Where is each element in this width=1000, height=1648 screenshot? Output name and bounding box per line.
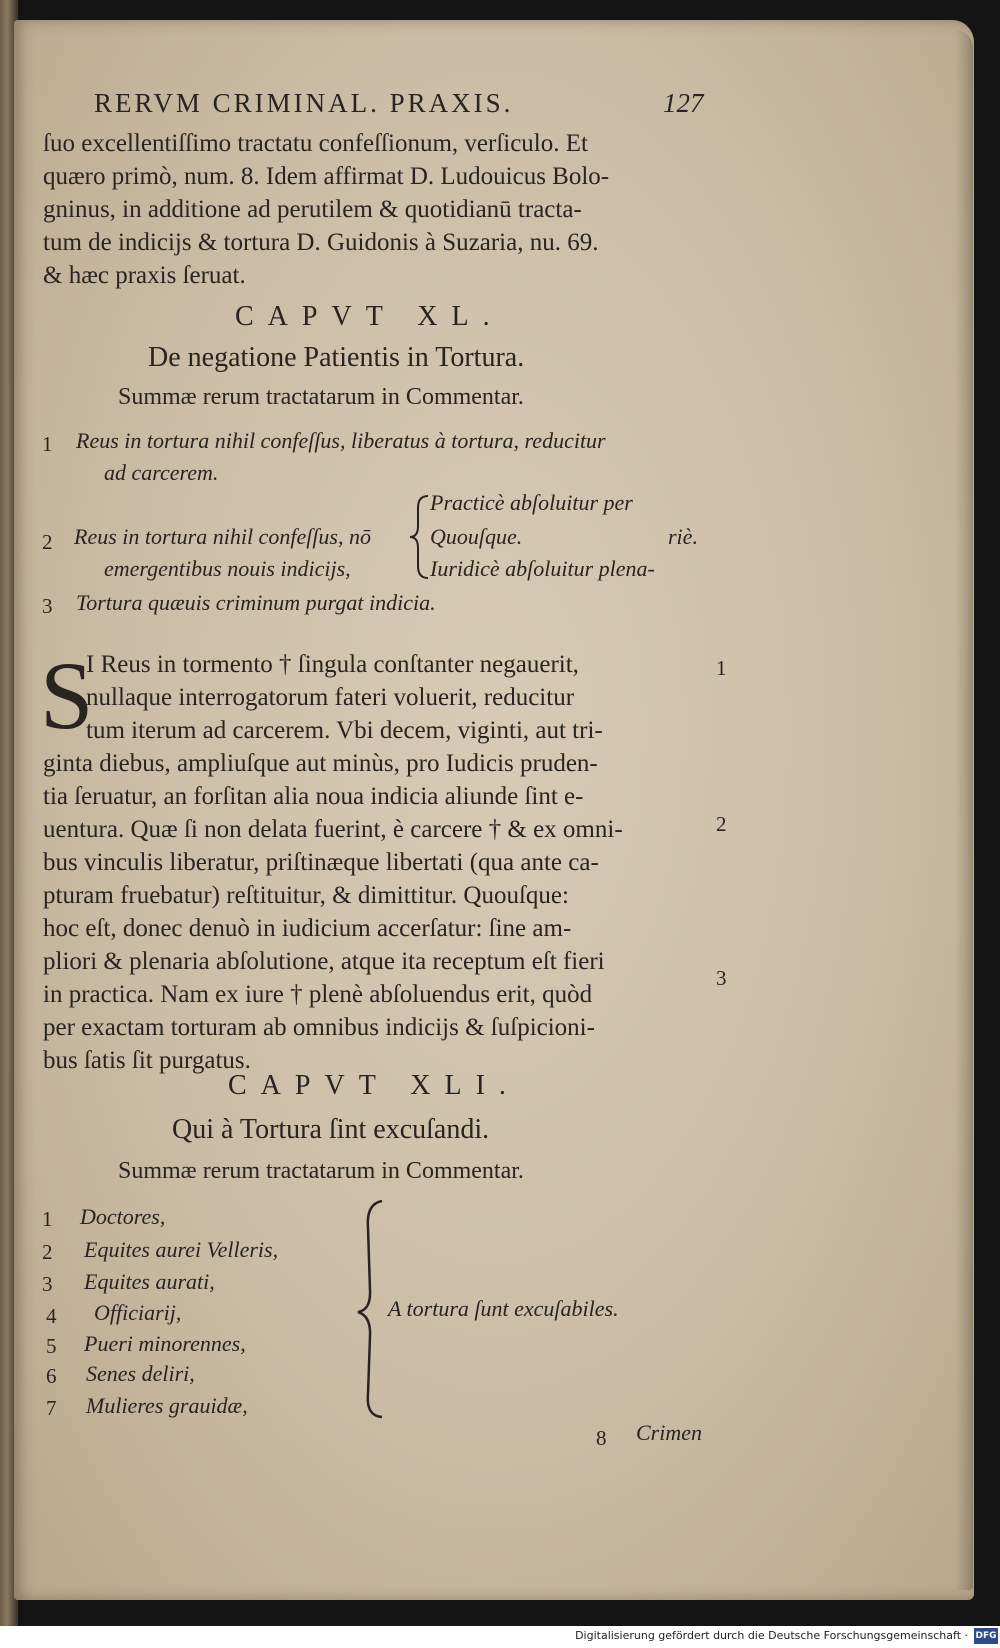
summary-heading: Summæ rerum tractatarum in Commentar.	[118, 384, 524, 410]
summary-item: Senes deliri,	[86, 1361, 195, 1386]
text-line: ginta diebus, ampliuſque aut minùs, pro Iudicis pruden-	[43, 750, 598, 777]
brace-conclusion: A tortura ſunt excuſabiles.	[388, 1296, 619, 1321]
summary-branch: Practicè abſoluitur per	[430, 490, 633, 515]
catchword: Crimen	[636, 1420, 702, 1445]
text-line: bus ſatis ſit purgatus.	[43, 1047, 251, 1074]
text-line: pliori & plenaria abſolutione, atque ita receptum eſt fieri	[43, 948, 605, 975]
text-line: bus vinculis liberatur, priſtinæque libertati (qua ante ca-	[43, 849, 599, 876]
page-number: 127	[663, 88, 704, 118]
text-line: tia ſeruatur, an forſitan alia noua indicia aliunde ſint e-	[43, 783, 584, 810]
text-line: per exactam torturam ab omnibus indicijs & ſuſpicioni-	[43, 1014, 595, 1041]
item-number: 7	[46, 1396, 57, 1420]
margin-number: 3	[716, 966, 727, 990]
text-line: gninus, in additione ad perutilem & quotidianū tracta-	[43, 196, 582, 223]
summary-item: Equites aurei Velleris,	[84, 1237, 279, 1262]
text-line: pturam fruebatur) reſtituitur, & dimittitur. Quouſque:	[43, 882, 569, 909]
item-number: 1	[42, 432, 53, 456]
item-number: 4	[46, 1304, 57, 1328]
margin-number: 2	[716, 812, 727, 836]
summary-item: Officiarij,	[94, 1300, 182, 1325]
text-line: in practica. Nam ex iure † plenè abſoluendus erit, quòd	[43, 981, 593, 1008]
summary-item: Mulieres grauidæ,	[86, 1393, 248, 1418]
chapter-title: Qui à Tortura ſint excuſandi.	[172, 1114, 490, 1145]
summary-branch: Iuridicè abſoluitur plena-	[430, 556, 655, 581]
running-title: RERVM CRIMINAL. PRAXIS.	[94, 88, 514, 118]
summary-item: Reus in tortura nihil confeſſus, liberatus à tortura, reducitur	[76, 428, 606, 453]
chapter-heading: CAPVT XLI.	[228, 1070, 520, 1101]
text-line: nullaque interrogatorum fateri voluerit, reducitur	[86, 684, 575, 711]
summary-branch-end: riè.	[668, 524, 698, 549]
summary-item-cont: emergentibus nouis indicijs,	[104, 556, 351, 581]
page-edge	[955, 30, 973, 1590]
text-line: tum de indicijs & tortura D. Guidonis à Suzaria, nu. 69.	[43, 229, 599, 256]
large-brace-icon	[354, 1198, 384, 1420]
curly-brace-icon	[408, 494, 430, 580]
text-line: hoc eſt, donec denuò in iudicium accerſatur: ſine am-	[43, 915, 572, 942]
catchword-number: 8	[596, 1426, 607, 1450]
text-line: uentura. Quæ ſi non delata fuerint, è carcere † & ex omni-	[43, 816, 623, 843]
summary-branch: Quouſque.	[430, 524, 523, 549]
summary-item: Equites aurati,	[84, 1269, 215, 1294]
funding-notice: Digitalisierung gefördert durch die Deutsche Forschungsgemeinschaft ·	[575, 1629, 968, 1642]
summary-item: Tortura quæuis criminum purgat indicia.	[76, 590, 436, 615]
item-number: 2	[42, 530, 53, 554]
chapter-heading: CAPVT XL.	[235, 301, 504, 332]
summary-item: Reus in tortura nihil confeſſus, nō	[74, 524, 371, 549]
dfg-logo: DFG	[974, 1628, 998, 1644]
item-number: 2	[42, 1240, 53, 1264]
drop-cap: S	[40, 642, 94, 749]
item-number: 3	[42, 1272, 53, 1296]
item-number: 3	[42, 594, 53, 618]
summary-heading: Summæ rerum tractatarum in Commentar.	[118, 1158, 524, 1184]
chapter-title: De negatione Patientis in Tortura.	[148, 342, 525, 373]
item-number: 5	[46, 1334, 57, 1358]
margin-number: 1	[716, 656, 727, 680]
summary-item-cont: ad carcerem.	[104, 460, 219, 485]
text-line: I Reus in tormento † ſingula conſtanter negauerit,	[86, 651, 579, 678]
summary-item: Doctores,	[80, 1204, 166, 1229]
text-line: tum iterum ad carcerem. Vbi decem, viginti, aut tri-	[86, 717, 603, 744]
item-number: 1	[42, 1207, 53, 1231]
summary-item: Pueri minorennes,	[84, 1331, 246, 1356]
text-line: ſuo excellentiſſimo tractatu confeſſionum, verſiculo. Et	[43, 130, 588, 157]
text-line: & hæc praxis ſeruat.	[43, 262, 246, 289]
text-line: quæro primò, num. 8. Idem affirmat D. Ludouicus Bolo-	[43, 163, 610, 190]
item-number: 6	[46, 1364, 57, 1388]
